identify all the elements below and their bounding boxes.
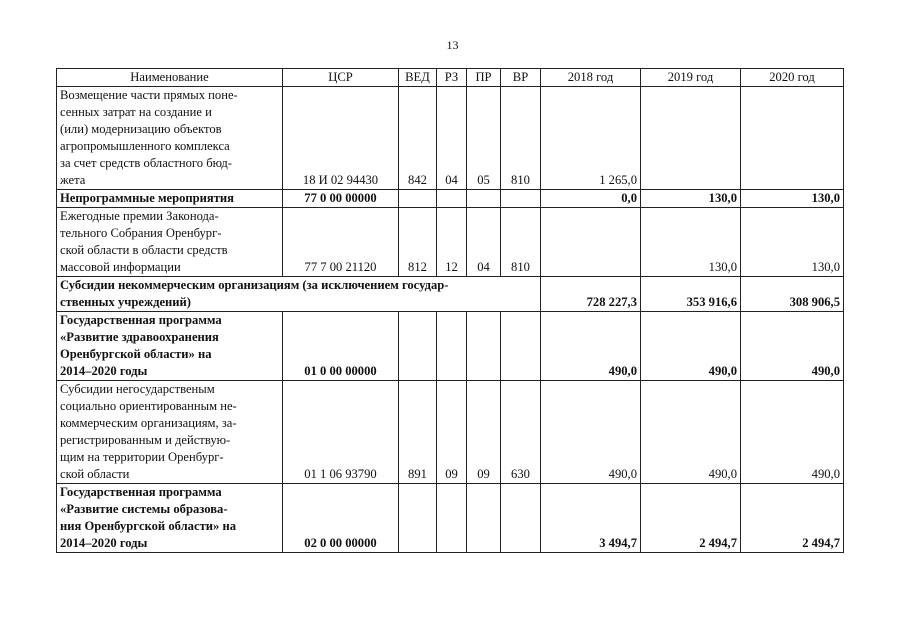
row-2018: 3 494,7 [541, 484, 641, 553]
header-rz: РЗ [437, 69, 467, 87]
header-2018: 2018 год [541, 69, 641, 87]
row-2020 [741, 87, 844, 190]
row-2019: 130,0 [641, 190, 741, 208]
row-2019: 2 494,7 [641, 484, 741, 553]
row-2018: 490,0 [541, 312, 641, 381]
row-2018: 490,0 [541, 381, 641, 484]
row-vr: 810 [501, 87, 541, 190]
table-row [57, 208, 844, 277]
page-number: 13 [446, 38, 459, 52]
header-2020: 2020 год [741, 69, 844, 87]
row-ved [399, 484, 437, 553]
header-name: Наименование [57, 69, 283, 87]
row-vr [501, 484, 541, 553]
row-csr: 77 7 00 21120 [283, 208, 399, 277]
header-2019: 2019 год [641, 69, 741, 87]
row-csr: 01 1 06 93790 [283, 381, 399, 484]
table-row [57, 277, 844, 312]
row-2018 [541, 208, 641, 277]
row-2018: 0,0 [541, 190, 641, 208]
row-pr: 09 [467, 381, 501, 484]
header-csr: ЦСР [283, 69, 399, 87]
row-pr [467, 190, 501, 208]
row-ved: 812 [399, 208, 437, 277]
row-2019 [641, 87, 741, 190]
row-vr: 630 [501, 381, 541, 484]
table-row [57, 87, 844, 190]
row-rz [437, 312, 467, 381]
row-rz [437, 190, 467, 208]
row-csr: 02 0 00 00000 [283, 484, 399, 553]
table-row [57, 190, 844, 208]
row-rz: 09 [437, 381, 467, 484]
row-2018: 728 227,3 [541, 277, 641, 312]
header-row [57, 69, 844, 87]
row-2018: 1 265,0 [541, 87, 641, 190]
row-name: Государственная программа «Развитие системы образова- ния Оренбургской области» на 2014–2020 годы [57, 484, 283, 553]
row-pr [467, 484, 501, 553]
row-2019: 490,0 [641, 312, 741, 381]
budget-table [56, 68, 844, 553]
row-name: Субсидии негосударственым социально ориентированным не- коммерческим организациям, за- регистрированным и действую- щим на территории Оренбург- ской области [57, 381, 283, 484]
row-vr: 810 [501, 208, 541, 277]
row-2019: 130,0 [641, 208, 741, 277]
header-ved: ВЕД [399, 69, 437, 87]
row-pr [467, 312, 501, 381]
row-2020: 130,0 [741, 190, 844, 208]
row-2020: 2 494,7 [741, 484, 844, 553]
row-name: Непрограммные мероприятия [57, 190, 283, 208]
row-ved: 842 [399, 87, 437, 190]
row-name: Ежегодные премии Законода- тельного Собрания Оренбург- ской области в области средств массовой информации [57, 208, 283, 277]
row-ved [399, 190, 437, 208]
row-2020: 130,0 [741, 208, 844, 277]
table-row [57, 484, 844, 553]
row-rz: 04 [437, 87, 467, 190]
row-csr: 77 0 00 00000 [283, 190, 399, 208]
row-name: Субсидии некоммерческим организациям (за исключением государ- ственных учреждений) [57, 277, 541, 312]
row-2020: 308 906,5 [741, 277, 844, 312]
row-pr: 05 [467, 87, 501, 190]
row-csr: 18 И 02 94430 [283, 87, 399, 190]
row-pr: 04 [467, 208, 501, 277]
row-ved [399, 312, 437, 381]
table-row [57, 312, 844, 381]
table-row [57, 381, 844, 484]
row-2019: 353 916,6 [641, 277, 741, 312]
row-name: Государственная программа «Развитие здравоохранения Оренбургской области» на 2014–2020 годы [57, 312, 283, 381]
header-pr: ПР [467, 69, 501, 87]
row-ved: 891 [399, 381, 437, 484]
row-2020: 490,0 [741, 381, 844, 484]
row-rz [437, 484, 467, 553]
row-vr [501, 190, 541, 208]
row-csr: 01 0 00 00000 [283, 312, 399, 381]
row-name: Возмещение части прямых поне- сенных затрат на создание и (или) модернизацию объектов агропромышленного комплекса за счет средств областного бюд- жета [57, 87, 283, 190]
row-vr [501, 312, 541, 381]
row-2019: 490,0 [641, 381, 741, 484]
row-2020: 490,0 [741, 312, 844, 381]
header-vr: ВР [501, 69, 541, 87]
row-rz: 12 [437, 208, 467, 277]
